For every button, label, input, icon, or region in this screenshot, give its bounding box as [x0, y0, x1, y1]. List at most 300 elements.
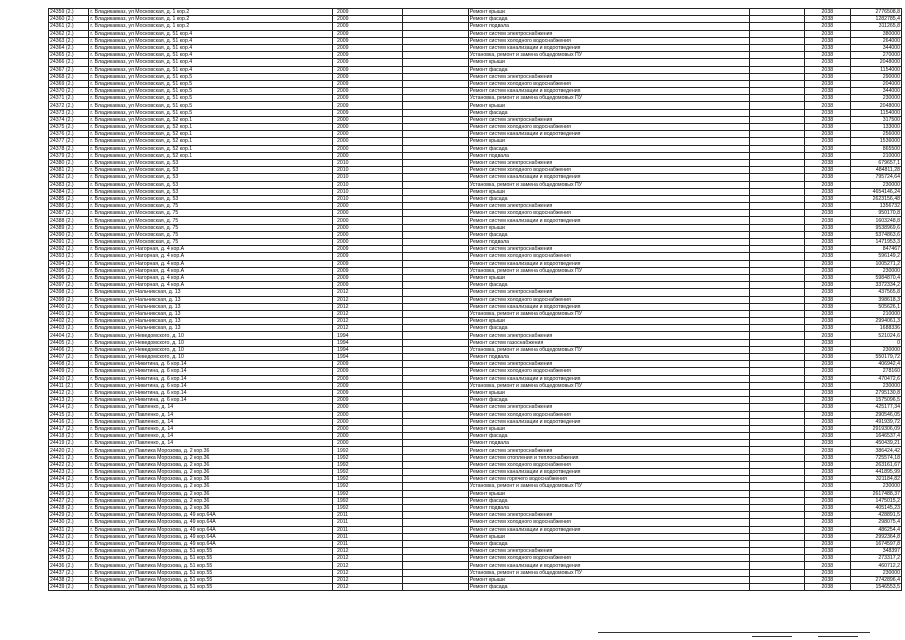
- empty-cell: [403, 569, 468, 576]
- empty-cell: [749, 375, 804, 382]
- work-type: Ремонт фасада: [468, 195, 749, 202]
- cost: 210000: [851, 310, 902, 317]
- empty-cell: [403, 346, 468, 353]
- cost: 1603248,8: [851, 217, 902, 224]
- empty-cell: [749, 512, 804, 519]
- empty-cell: [403, 282, 468, 289]
- cost: 2795130,8: [851, 389, 902, 396]
- plan-year: 2038: [804, 30, 851, 37]
- empty-cell: [749, 224, 804, 231]
- empty-cell: [749, 504, 804, 511]
- table-row: [49, 109, 902, 116]
- row-number: 24378 (2.): [49, 145, 89, 152]
- row-number: 24437 (2.): [49, 569, 89, 576]
- work-type: Ремонт крыши: [468, 389, 749, 396]
- cost: 321184,82: [851, 476, 902, 483]
- table-row: [49, 44, 902, 51]
- cost: 1575096,5: [851, 397, 902, 404]
- build-year: 1992: [332, 497, 402, 504]
- table-row: [49, 124, 902, 131]
- plan-year: 2038: [804, 9, 851, 16]
- table-row: [49, 433, 902, 440]
- cost: 1536000: [851, 138, 902, 145]
- table-row: [49, 159, 902, 166]
- cost: 428891,5: [851, 512, 902, 519]
- empty-cell: [403, 361, 468, 368]
- empty-cell: [749, 253, 804, 260]
- row-number: 24400 (2.): [49, 303, 89, 310]
- work-type: Установка, ремонт и замена общедомовых ПУ: [468, 382, 749, 389]
- row-number: 24391 (2.): [49, 239, 89, 246]
- empty-cell: [749, 274, 804, 281]
- cost: 273317,2: [851, 555, 902, 562]
- cost: 1546553,5: [851, 584, 902, 591]
- cost: 263161,67: [851, 461, 902, 468]
- empty-cell: [749, 303, 804, 310]
- table-row: [49, 476, 902, 483]
- cost: 290546,05: [851, 411, 902, 418]
- row-number: 24399 (2.): [49, 296, 89, 303]
- address: г. Владикавказ, ул Нагорная, д. 4 кор.А: [89, 282, 333, 289]
- row-number: 24403 (2.): [49, 325, 89, 332]
- empty-cell: [749, 389, 804, 396]
- plan-year: 2038: [804, 332, 851, 339]
- empty-cell: [403, 88, 468, 95]
- row-number: 24375 (2.): [49, 124, 89, 131]
- empty-cell: [403, 289, 468, 296]
- plan-year: 2038: [804, 44, 851, 51]
- work-type: Ремонт систем электроснабжения: [468, 289, 749, 296]
- plan-year: 2038: [804, 152, 851, 159]
- build-year: 2010: [332, 159, 402, 166]
- empty-cell: [749, 203, 804, 210]
- empty-cell: [403, 30, 468, 37]
- empty-cell: [749, 109, 804, 116]
- work-type: Ремонт систем канализации и водоотведения: [468, 375, 749, 382]
- table-row: [49, 95, 902, 102]
- plan-year: 2038: [804, 533, 851, 540]
- work-type: Ремонт подвала: [468, 23, 749, 30]
- empty-cell: [749, 339, 804, 346]
- empty-cell: [749, 80, 804, 87]
- table-row: [49, 310, 902, 317]
- build-year: 1994: [332, 346, 402, 353]
- table-row: [49, 195, 902, 202]
- empty-cell: [403, 512, 468, 519]
- empty-cell: [403, 267, 468, 274]
- empty-cell: [403, 80, 468, 87]
- cost: 2776508,8: [851, 9, 902, 16]
- plan-year: 2038: [804, 504, 851, 511]
- work-type: Ремонт систем холодного водоснабжения: [468, 167, 749, 174]
- work-type: Ремонт систем холодного водоснабжения: [468, 124, 749, 131]
- empty-cell: [403, 310, 468, 317]
- empty-cell: [403, 181, 468, 188]
- address: г. Владикавказ, ул Павлика Морозова, д. 51 кор.55: [89, 584, 333, 591]
- build-year: 1992: [332, 469, 402, 476]
- row-number: 24379 (2.): [49, 152, 89, 159]
- build-year: 2009: [332, 37, 402, 44]
- cost: 1475015,2: [851, 497, 902, 504]
- work-type: Ремонт крыши: [468, 102, 749, 109]
- table-row: [49, 354, 902, 361]
- build-year: 2009: [332, 66, 402, 73]
- cost: 437565,8: [851, 289, 902, 296]
- build-year: 2011: [332, 526, 402, 533]
- address: г. Владикавказ, ул Нальчикская, д. 13: [89, 296, 333, 303]
- table-row: [49, 418, 902, 425]
- work-type: Ремонт подвала: [468, 504, 749, 511]
- plan-year: 2038: [804, 131, 851, 138]
- cost: 491939,72: [851, 418, 902, 425]
- cost: 847467: [851, 246, 902, 253]
- table-row: [49, 382, 902, 389]
- build-year: 1994: [332, 339, 402, 346]
- table-row: [49, 461, 902, 468]
- empty-cell: [749, 433, 804, 440]
- build-year: 2011: [332, 540, 402, 547]
- work-type: Ремонт систем канализации и водоотведения: [468, 562, 749, 569]
- row-number: 24363 (2.): [49, 37, 89, 44]
- table-row: [49, 188, 902, 195]
- address: г. Владикавказ, ул Московская, д. 53: [89, 159, 333, 166]
- empty-cell: [403, 159, 468, 166]
- cost: 2048000: [851, 102, 902, 109]
- table-row: [49, 282, 902, 289]
- empty-cell: [403, 253, 468, 260]
- address: г. Владикавказ, ул Павлика Морозова, д. 51 кор.55: [89, 562, 333, 569]
- address: г. Владикавказ, ул Московская, д. 75: [89, 231, 333, 238]
- work-type: Ремонт подвала: [468, 354, 749, 361]
- table-row: [49, 152, 902, 159]
- plan-year: 2038: [804, 584, 851, 591]
- row-number: 24425 (2.): [49, 483, 89, 490]
- empty-cell: [403, 555, 468, 562]
- row-number: 24364 (2.): [49, 44, 89, 51]
- address: г. Владикавказ, ул Павлика Морозова, д. 2 кор.36: [89, 476, 333, 483]
- work-type: Ремонт систем канализации и водоотведения: [468, 174, 749, 181]
- cost: 2742896,4: [851, 576, 902, 583]
- row-number: 24374 (2.): [49, 116, 89, 123]
- empty-cell: [749, 95, 804, 102]
- empty-cell: [403, 483, 468, 490]
- empty-cell: [749, 131, 804, 138]
- table-row: [49, 203, 902, 210]
- table-row: [49, 231, 902, 238]
- build-year: 1992: [332, 476, 402, 483]
- empty-cell: [749, 584, 804, 591]
- empty-cell: [403, 562, 468, 569]
- work-type: Ремонт фасада: [468, 325, 749, 332]
- plan-year: 2038: [804, 447, 851, 454]
- row-number: 24388 (2.): [49, 217, 89, 224]
- empty-cell: [749, 231, 804, 238]
- cost: 405145,23: [851, 504, 902, 511]
- cost: 9538969,6: [851, 224, 902, 231]
- table-row: [49, 30, 902, 37]
- cost: 311265,8: [851, 23, 902, 30]
- cost: 950170,8: [851, 210, 902, 217]
- work-type: Ремонт систем холодного водоснабжения: [468, 519, 749, 526]
- work-type: Ремонт систем канализации и водоотведения: [468, 88, 749, 95]
- empty-cell: [749, 310, 804, 317]
- cost: 317500: [851, 116, 902, 123]
- address: г. Владикавказ, ул Нагорная, д. 4 кор.А: [89, 260, 333, 267]
- empty-cell: [749, 159, 804, 166]
- plan-year: 2038: [804, 138, 851, 145]
- empty-cell: [749, 116, 804, 123]
- row-number: 24361 (2.): [49, 23, 89, 30]
- cost: 230000: [851, 382, 902, 389]
- plan-year: 2038: [804, 167, 851, 174]
- work-type: Ремонт фасада: [468, 282, 749, 289]
- plan-year: 2038: [804, 124, 851, 131]
- plan-year: 2038: [804, 548, 851, 555]
- cost: 2919306,09: [851, 425, 902, 432]
- cost: 256000: [851, 131, 902, 138]
- cost: 344000: [851, 88, 902, 95]
- empty-cell: [403, 576, 468, 583]
- address: г. Владикавказ, ул Московская, д. 52 кор.1: [89, 124, 333, 131]
- address: г. Владикавказ, ул Московская, д. 1 кор.2: [89, 16, 333, 23]
- empty-cell: [403, 526, 468, 533]
- cost: 1154000: [851, 66, 902, 73]
- row-number: 24423 (2.): [49, 469, 89, 476]
- empty-cell: [749, 246, 804, 253]
- build-year: 2000: [332, 124, 402, 131]
- work-type: Ремонт систем электроснабжения: [468, 404, 749, 411]
- work-type: Ремонт систем электроснабжения: [468, 332, 749, 339]
- work-type: Ремонт систем холодного водоснабжения: [468, 296, 749, 303]
- empty-cell: [749, 124, 804, 131]
- empty-cell: [403, 224, 468, 231]
- address: г. Владикавказ, ул Московская, д. 52 кор.1: [89, 116, 333, 123]
- row-number: 24401 (2.): [49, 310, 89, 317]
- build-year: 2000: [332, 224, 402, 231]
- cost: 2992364,8: [851, 533, 902, 540]
- empty-cell: [403, 145, 468, 152]
- row-number: 24431 (2.): [49, 526, 89, 533]
- empty-cell: [403, 152, 468, 159]
- empty-cell: [403, 44, 468, 51]
- empty-cell: [403, 454, 468, 461]
- plan-year: 2038: [804, 224, 851, 231]
- empty-cell: [403, 73, 468, 80]
- cost: 2623156,48: [851, 195, 902, 202]
- address: г. Владикавказ, ул Московская, д. 51 кор.5: [89, 80, 333, 87]
- build-year: 2009: [332, 361, 402, 368]
- table-row: [49, 274, 902, 281]
- empty-cell: [403, 404, 468, 411]
- table-row: [49, 66, 902, 73]
- build-year: 2009: [332, 23, 402, 30]
- footer-rule-short: [752, 636, 792, 637]
- cost: 425177,34: [851, 404, 902, 411]
- cost: 230000: [851, 346, 902, 353]
- plan-year: 2038: [804, 174, 851, 181]
- address: г. Владикавказ, ул Никитина, д. 6 кор.14: [89, 389, 333, 396]
- plan-year: 2038: [804, 95, 851, 102]
- address: г. Владикавказ, ул Павленко, д. 14: [89, 425, 333, 432]
- plan-year: 2038: [804, 555, 851, 562]
- row-number: 24385 (2.): [49, 195, 89, 202]
- table-row: [49, 267, 902, 274]
- address: г. Владикавказ, ул Нальчикская, д. 13: [89, 303, 333, 310]
- table-row: [49, 540, 902, 547]
- work-type: Ремонт систем холодного водоснабжения: [468, 461, 749, 468]
- table-row: [49, 318, 902, 325]
- table-row: [49, 246, 902, 253]
- cost: 505626,1: [851, 303, 902, 310]
- empty-cell: [749, 73, 804, 80]
- empty-cell: [403, 425, 468, 432]
- table-row: [49, 397, 902, 404]
- build-year: 2000: [332, 433, 402, 440]
- cost: 278160: [851, 368, 902, 375]
- plan-year: 2038: [804, 239, 851, 246]
- table-row: [49, 296, 902, 303]
- work-type: Установка, ремонт и замена общедомовых ПУ: [468, 310, 749, 317]
- work-type: Ремонт фасада: [468, 584, 749, 591]
- empty-cell: [749, 37, 804, 44]
- build-year: 2009: [332, 44, 402, 51]
- empty-cell: [403, 447, 468, 454]
- cost: 2617488,37: [851, 490, 902, 497]
- table-row: [49, 512, 902, 519]
- empty-cell: [749, 59, 804, 66]
- cost: 230000: [851, 569, 902, 576]
- plan-year: 2038: [804, 540, 851, 547]
- address: г. Владикавказ, ул Неведомского, д. 10: [89, 346, 333, 353]
- table-row: [49, 37, 902, 44]
- address: г. Владикавказ, ул Московская, д. 52 кор.1: [89, 138, 333, 145]
- cost: 348397: [851, 548, 902, 555]
- address: г. Владикавказ, ул Нагорная, д. 4 кор.А: [89, 253, 333, 260]
- empty-cell: [749, 188, 804, 195]
- table-row: [49, 116, 902, 123]
- empty-cell: [749, 88, 804, 95]
- build-year: 2009: [332, 382, 402, 389]
- address: г. Владикавказ, ул Московская, д. 51 кор.4: [89, 66, 333, 73]
- work-type: Ремонт систем холодного водоснабжения: [468, 80, 749, 87]
- work-type: Ремонт фасада: [468, 145, 749, 152]
- cost: 230000: [851, 95, 902, 102]
- address: г. Владикавказ, ул Павлика Морозова, д. 49 кор.64А: [89, 533, 333, 540]
- build-year: 1992: [332, 483, 402, 490]
- plan-year: 2038: [804, 483, 851, 490]
- build-year: 2009: [332, 16, 402, 23]
- footer-rule-short: [818, 636, 858, 637]
- build-year: 2009: [332, 246, 402, 253]
- empty-cell: [749, 569, 804, 576]
- work-type: Ремонт крыши: [468, 188, 749, 195]
- cost: 596149,2: [851, 253, 902, 260]
- build-year: 2011: [332, 533, 402, 540]
- plan-year: 2038: [804, 440, 851, 447]
- address: г. Владикавказ, ул Московская, д. 53: [89, 167, 333, 174]
- table-row: [49, 260, 902, 267]
- build-year: 1992: [332, 490, 402, 497]
- row-number: 24369 (2.): [49, 80, 89, 87]
- row-number: 24383 (2.): [49, 181, 89, 188]
- empty-cell: [749, 66, 804, 73]
- build-year: 1992: [332, 447, 402, 454]
- empty-cell: [749, 296, 804, 303]
- table-row: [49, 80, 902, 87]
- work-type: Ремонт систем канализации и водоотведения: [468, 217, 749, 224]
- work-type: Ремонт систем канализации и водоотведения: [468, 131, 749, 138]
- address: г. Владикавказ, ул Павлика Морозова, д. 2 кор.36: [89, 504, 333, 511]
- address: г. Владикавказ, ул Московская, д. 51 кор.4: [89, 44, 333, 51]
- table-row: [49, 59, 902, 66]
- empty-cell: [749, 325, 804, 332]
- plan-year: 2038: [804, 102, 851, 109]
- address: г. Владикавказ, ул Московская, д. 51 кор.4: [89, 30, 333, 37]
- empty-cell: [749, 195, 804, 202]
- row-number: 24416 (2.): [49, 418, 89, 425]
- work-type: Ремонт систем электроснабжения: [468, 203, 749, 210]
- cost: 1646537,4: [851, 433, 902, 440]
- empty-cell: [403, 332, 468, 339]
- build-year: 2010: [332, 181, 402, 188]
- row-number: 24439 (2.): [49, 584, 89, 591]
- empty-cell: [403, 16, 468, 23]
- address: г. Владикавказ, ул Московская, д. 51 кор.4: [89, 52, 333, 59]
- work-type: Ремонт подвала: [468, 239, 749, 246]
- address: г. Владикавказ, ул Павлика Морозова, д. 51 кор.55: [89, 576, 333, 583]
- row-number: 24360 (2.): [49, 16, 89, 23]
- address: г. Владикавказ, ул Московская, д. 51 кор.5: [89, 109, 333, 116]
- plan-year: 2038: [804, 231, 851, 238]
- cost: 270000: [851, 52, 902, 59]
- work-type: Ремонт подвала: [468, 440, 749, 447]
- plan-year: 2038: [804, 497, 851, 504]
- row-number: 24411 (2.): [49, 382, 89, 389]
- empty-cell: [749, 490, 804, 497]
- row-number: 24380 (2.): [49, 159, 89, 166]
- row-number: 24419 (2.): [49, 440, 89, 447]
- build-year: 2012: [332, 562, 402, 569]
- cost: 210000: [851, 152, 902, 159]
- work-type: Ремонт систем газоснабжения: [468, 339, 749, 346]
- empty-cell: [749, 23, 804, 30]
- cost: 450439,21: [851, 440, 902, 447]
- table-row: [49, 404, 902, 411]
- empty-cell: [403, 540, 468, 547]
- empty-cell: [403, 397, 468, 404]
- plan-year: 2038: [804, 303, 851, 310]
- build-year: 2009: [332, 397, 402, 404]
- empty-cell: [749, 181, 804, 188]
- table-row: [49, 9, 902, 16]
- row-number: 24386 (2.): [49, 203, 89, 210]
- address: г. Владикавказ, ул Павленко, д. 14: [89, 418, 333, 425]
- work-type: Ремонт систем электроснабжения: [468, 246, 749, 253]
- plan-year: 2038: [804, 361, 851, 368]
- work-type: Ремонт систем холодного водоснабжения: [468, 253, 749, 260]
- row-number: 24377 (2.): [49, 138, 89, 145]
- address: г. Владикавказ, ул Московская, д. 75: [89, 239, 333, 246]
- address: г. Владикавказ, ул Павленко, д. 14: [89, 433, 333, 440]
- build-year: 2009: [332, 267, 402, 274]
- empty-cell: [403, 203, 468, 210]
- empty-cell: [403, 296, 468, 303]
- build-year: 2009: [332, 282, 402, 289]
- footer-rule: [598, 632, 870, 633]
- cost: 1282785,4: [851, 16, 902, 23]
- plan-year: 2038: [804, 145, 851, 152]
- empty-cell: [749, 469, 804, 476]
